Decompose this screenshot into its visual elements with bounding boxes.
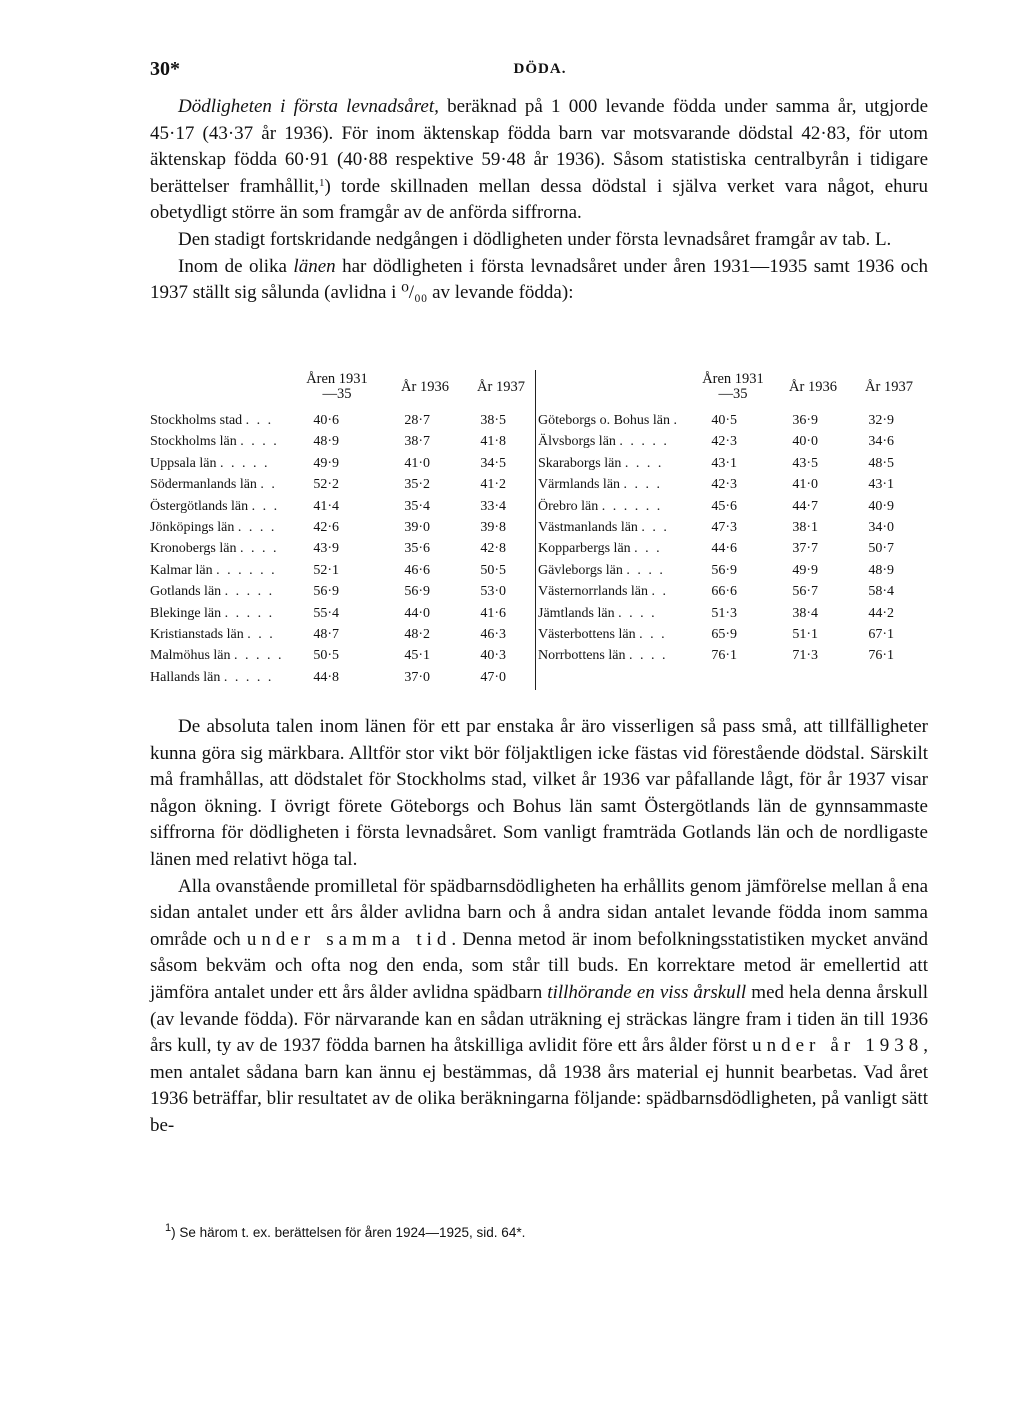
cell-value-v3: 76·1 xyxy=(868,648,894,664)
cell-value-v2: 35·4 xyxy=(404,498,430,514)
cell-value-v2: 43·5 xyxy=(792,455,818,471)
table-row xyxy=(150,645,535,666)
county-name: Älvsborgs län . . . . . xyxy=(538,434,669,450)
cell-value-v2: 51·1 xyxy=(792,627,818,642)
cell-value-v1: 52·1 xyxy=(313,562,339,578)
cell-value-v3: 34·6 xyxy=(868,434,894,450)
cell-value-v2: 36·9 xyxy=(792,413,818,428)
cell-value-v1: 42·3 xyxy=(711,477,737,493)
paragraph-5-spaced-2: under år 1938 xyxy=(752,1035,924,1057)
paragraph-5-text-end: , men antalet sådana barn kan ännu ej bestämmas, då 1938 års material ej hunnit bearbetas. Vad året 1936 beträffar, blir resultatet av de olika beräkningarna följande: spädbarnsdödligheten, på vanligt sätt be- xyxy=(150,1035,928,1136)
paragraph-3-text-mid: har dödligheten i första levnadsåret under åren 1931—1935 samt 1936 och 1937 ställt sig sålunda (avlidna i xyxy=(150,255,928,304)
cell-value-v2: 40·0 xyxy=(792,434,818,450)
paragraph-1-text: beräknad på 1 000 levande födda under samma år, utgjorde 45·17 (43·37 år 1936). För inom äktenskap födda barn var motsvarande dödstal 42·83, för utom äktenskap födda 60·91 (40·88 respektive 59·48 år 1936). Såsom statistiska centralbyrån i tidigare berättelser framhållit, xyxy=(150,96,928,197)
cell-value-v3: 53·0 xyxy=(480,584,506,600)
table-row xyxy=(150,517,535,538)
paragraph-5-italic: tillhörande en viss årskull xyxy=(547,981,747,1003)
table-row xyxy=(150,431,535,452)
cell-value-v2: 35·6 xyxy=(404,541,430,557)
cell-value-v1: 44·8 xyxy=(313,669,339,685)
county-name: Blekinge län . . . . . xyxy=(150,605,275,621)
cell-value-v1: 40·5 xyxy=(711,413,737,428)
county-name: Västerbottens län . . . xyxy=(538,627,667,642)
table-row xyxy=(538,560,923,581)
cell-value-v3: 67·1 xyxy=(868,627,894,642)
cell-value-v3: 39·8 xyxy=(480,520,506,535)
cell-value-v2: 38·1 xyxy=(792,520,818,535)
county-name: Göteborgs o. Bohus län . xyxy=(538,413,679,428)
table-row xyxy=(150,474,535,495)
county-name: Kopparbergs län . . . xyxy=(538,541,662,557)
cell-value-v1: 52·2 xyxy=(313,477,339,493)
county-name: Västmanlands län . . . xyxy=(538,520,669,535)
paragraph-2: Den stadigt fortskridande nedgången i dödligheten under första levnadsåret framgår av tab. L. xyxy=(178,228,892,250)
cell-value-v1: 44·6 xyxy=(711,541,737,557)
cell-value-v3: 46·3 xyxy=(480,627,506,642)
cell-value-v1: 48·9 xyxy=(313,434,339,450)
table-row xyxy=(150,410,535,431)
cell-value-v1: 66·6 xyxy=(711,584,737,600)
cell-value-v1: 43·9 xyxy=(313,541,339,557)
table-row xyxy=(538,453,923,474)
paragraph-3-italic: länen xyxy=(293,255,336,277)
table-right-half xyxy=(538,370,923,690)
header-1936: År 1936 xyxy=(401,379,449,395)
cell-value-v2: 37·0 xyxy=(404,669,430,685)
cell-value-v3: 41·6 xyxy=(480,605,506,621)
permille-sign: ⁰/₀₀ xyxy=(401,282,428,304)
footnote xyxy=(165,1222,526,1240)
cell-value-v3: 44·2 xyxy=(868,605,894,621)
cell-value-v3: 40·9 xyxy=(868,498,894,514)
footnote-mark: 1 xyxy=(165,1222,172,1234)
cell-value-v2: 71·3 xyxy=(792,648,818,664)
table-row xyxy=(150,496,535,517)
cell-value-v1: 56·9 xyxy=(711,562,737,578)
paragraph-3-text-end: av levande födda): xyxy=(427,282,574,304)
paragraph-5-text-mid-2: med hela denna årskull (av levande födda). För närvarande kan en sådan uträkning ej sträckas längre fram i tiden än till 1936 års kull, ty av de 1937 födda barnen ha åtskilliga avlidit före ett års ålder först xyxy=(150,981,928,1057)
cell-value-v1: 43·1 xyxy=(711,455,737,471)
county-name: Norrbottens län . . . . xyxy=(538,648,668,664)
table-row xyxy=(538,410,923,431)
header-1937: År 1937 xyxy=(477,379,525,395)
cell-value-v3: 34·5 xyxy=(480,455,506,471)
paragraph-5 xyxy=(150,874,928,1140)
cell-value-v2: 46·6 xyxy=(404,562,430,578)
cell-value-v3: 50·7 xyxy=(868,541,894,557)
table-row xyxy=(150,560,535,581)
header-years-1931-35: Åren 1931 —35 xyxy=(306,371,368,402)
cell-value-v2: 35·2 xyxy=(404,477,430,493)
cell-value-v1: 40·6 xyxy=(313,413,339,428)
cell-value-v2: 48·2 xyxy=(404,627,430,642)
cell-value-v3: 40·3 xyxy=(480,648,506,664)
page-number: 30* xyxy=(150,58,180,80)
cell-value-v1: 48·7 xyxy=(313,627,339,642)
cell-value-v2: 44·7 xyxy=(792,498,818,514)
county-name: Södermanlands län . . xyxy=(150,477,277,493)
cell-value-v3: 38·5 xyxy=(480,413,506,428)
table-row xyxy=(538,538,923,559)
county-name: Kalmar län . . . . . . xyxy=(150,562,277,578)
cell-value-v1: 49·9 xyxy=(313,455,339,471)
paragraph-3-text: Inom de olika xyxy=(178,255,294,277)
paragraph-5-spaced-1: under samma tid xyxy=(246,928,452,950)
cell-value-v3: 58·4 xyxy=(868,584,894,600)
table-row xyxy=(538,431,923,452)
county-name: Värmlands län . . . . xyxy=(538,477,663,493)
page-header xyxy=(150,58,930,88)
table-row xyxy=(150,538,535,559)
county-name: Hallands län . . . . . xyxy=(150,669,274,685)
cell-value-v3: 33·4 xyxy=(480,498,506,514)
table-header-right xyxy=(538,370,923,410)
header-years-1931-35-right: Åren 1931 —35 xyxy=(702,371,764,402)
cell-value-v2: 49·9 xyxy=(792,562,818,578)
header-1936-right: År 1936 xyxy=(789,379,837,395)
county-name: Östergötlands län . . . xyxy=(150,498,280,514)
cell-value-v1: 41·4 xyxy=(313,498,339,514)
cell-value-v3: 42·8 xyxy=(480,541,506,557)
cell-value-v2: 41·0 xyxy=(792,477,818,493)
cell-value-v2: 28·7 xyxy=(404,413,430,428)
cell-value-v3: 48·9 xyxy=(868,562,894,578)
county-name: Malmöhus län . . . . . xyxy=(150,648,284,664)
table-row xyxy=(538,581,923,602)
cell-value-v3: 43·1 xyxy=(868,477,894,493)
county-name: Kristianstads län . . . xyxy=(150,627,275,642)
cell-value-v2: 41·0 xyxy=(404,455,430,471)
footnote-ref: 1 xyxy=(319,176,325,189)
cell-value-v2: 38·4 xyxy=(792,605,818,621)
body-text xyxy=(150,714,928,1140)
cell-value-v3: 41·2 xyxy=(480,477,506,493)
table-header-left xyxy=(150,370,535,410)
county-name: Jönköpings län . . . . xyxy=(150,520,277,535)
cell-value-v2: 44·0 xyxy=(404,605,430,621)
header-1937-right: År 1937 xyxy=(865,379,913,395)
cell-value-v3: 48·5 xyxy=(868,455,894,471)
paragraph-3 xyxy=(150,254,928,307)
table-row xyxy=(150,581,535,602)
county-name: Stockholms län . . . . xyxy=(150,434,279,450)
cell-value-v2: 37·7 xyxy=(792,541,818,557)
county-name: Örebro län . . . . . . xyxy=(538,498,663,514)
cell-value-v1: 42·6 xyxy=(313,520,339,535)
paragraph-5-text: Alla ovanstående promilletal för spädbarnsdödligheten ha erhållits genom jämförelse mellan å ena sidan antalet under ett års ålder avlidna barn och å andra sidan antalet levande födda inom samma område och xyxy=(150,875,928,950)
cell-value-v3: 47·0 xyxy=(480,669,506,685)
county-name: Jämtlands län . . . . xyxy=(538,605,657,621)
intro-text xyxy=(150,94,928,307)
table-row xyxy=(538,624,923,645)
cell-value-v1: 51·3 xyxy=(711,605,737,621)
cell-value-v3: 50·5 xyxy=(480,562,506,578)
county-name: Uppsala län . . . . . xyxy=(150,455,270,471)
running-title: DÖDA. xyxy=(513,61,567,77)
cell-value-v1: 56·9 xyxy=(313,584,339,600)
paragraph-5-text-mid: . Denna metod är inom befolkningsstatistiken mycket använd såsom bekväm och ofta nog den enda, som står till buds. En korrektare metod är emellertid att jämföra antalet under ett års ålder avlidna spädbarn xyxy=(150,928,929,1003)
table-row xyxy=(150,453,535,474)
county-mortality-table xyxy=(150,370,930,690)
cell-value-v2: 39·0 xyxy=(404,520,430,535)
cell-value-v1: 65·9 xyxy=(711,627,737,642)
cell-value-v1: 45·6 xyxy=(711,498,737,514)
table-row xyxy=(150,667,535,688)
county-name: Kronobergs län . . . . xyxy=(150,541,279,557)
paragraph-1 xyxy=(150,94,928,227)
county-name: Stockholms stad . . . xyxy=(150,413,274,428)
table-row xyxy=(538,474,923,495)
table-row xyxy=(538,496,923,517)
cell-value-v3: 34·0 xyxy=(868,520,894,535)
cell-value-v2: 45·1 xyxy=(404,648,430,664)
table-row xyxy=(150,603,535,624)
cell-value-v3: 41·8 xyxy=(480,434,506,450)
cell-value-v1: 50·5 xyxy=(313,648,339,664)
table-row xyxy=(538,517,923,538)
column-divider xyxy=(535,370,536,690)
county-name: Skaraborgs län . . . . xyxy=(538,455,664,471)
paragraph-1-text-end: ) torde skillnaden mellan dessa dödstal i själva verket vara något, ehuru obetydligt större än som framgår av de anförda siffrorna. xyxy=(150,175,928,224)
paragraph-4: De absoluta talen inom länen för ett par enstaka år äro visserligen så pass små, att tillfälligheter kunna göra sig märkbara. Alltför stor vikt bör följaktligen icke fästas vid förestående dödstal. Särskilt må framhållas, att dödstalet för Stockholms stad, vilket år 1936 var påfallande lågt, för år 1937 visar någon ökning. I övrigt förete Göteborgs och Bohus län samt Östergötlands län de gynnsammaste siffrorna för dödligheten i första levnadsåret. Som vanligt framträda Gotlands län och de nordligaste länen med relativt höga tal. xyxy=(150,716,928,870)
cell-value-v2: 38·7 xyxy=(404,434,430,450)
cell-value-v1: 42·3 xyxy=(711,434,737,450)
footnote-text: ) Se härom t. ex. berättelsen för åren 1924—1925, sid. 64*. xyxy=(171,1225,526,1240)
table-row xyxy=(538,603,923,624)
county-name: Västernorrlands län . . xyxy=(538,584,669,600)
cell-value-v1: 76·1 xyxy=(711,648,737,664)
county-name: Gävleborgs län . . . . xyxy=(538,562,665,578)
table-row xyxy=(538,645,923,666)
table-row xyxy=(150,624,535,645)
cell-value-v1: 47·3 xyxy=(711,520,737,535)
table-left-half xyxy=(150,370,535,690)
cell-value-v1: 55·4 xyxy=(313,605,339,621)
cell-value-v2: 56·9 xyxy=(404,584,430,600)
cell-value-v3: 32·9 xyxy=(868,413,894,428)
county-name: Gotlands län . . . . . xyxy=(150,584,275,600)
paragraph-1-italic-lead: Dödligheten i första levnadsåret, xyxy=(178,96,439,117)
cell-value-v2: 56·7 xyxy=(792,584,818,600)
